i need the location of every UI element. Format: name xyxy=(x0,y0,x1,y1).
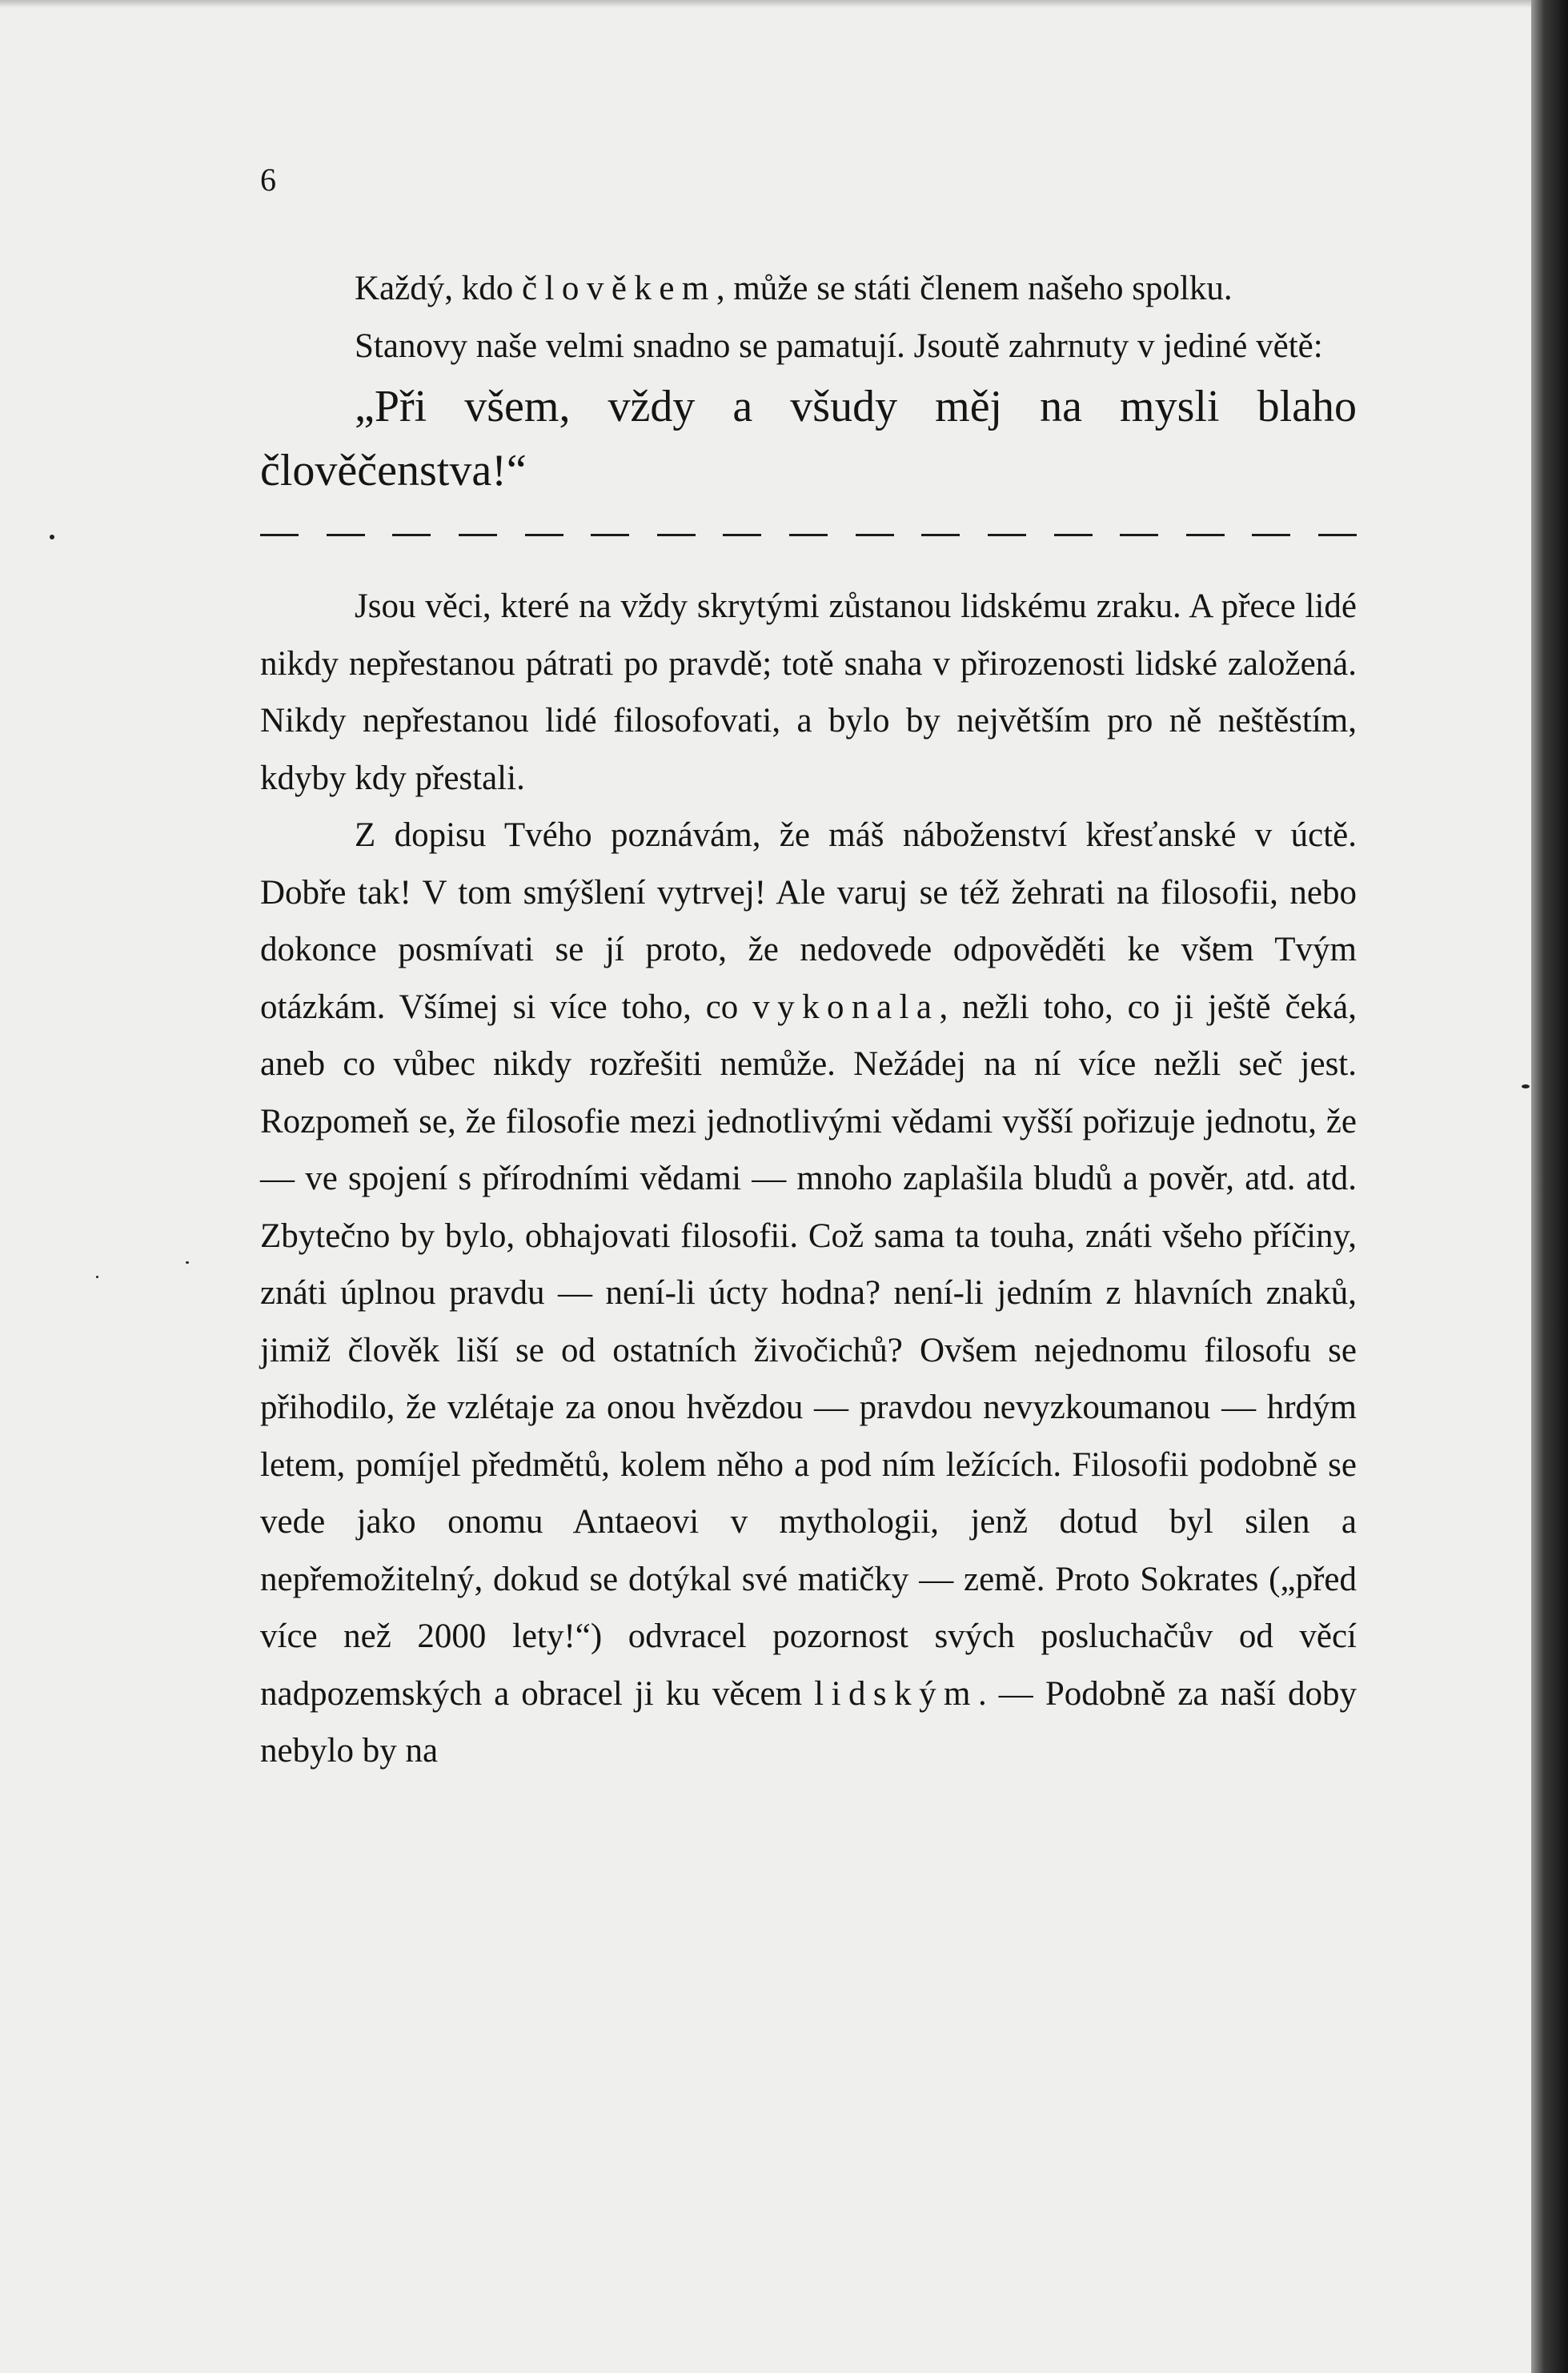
emphasis-spaced-text: člověkem xyxy=(521,270,716,307)
separator-dash xyxy=(260,534,299,536)
text-run: „Při všem, vždy a všudy měj na mysli blaho člověčenstva!“ xyxy=(260,382,1357,495)
separator-dash xyxy=(1318,534,1357,536)
separator-dash xyxy=(591,534,629,536)
scan-top-shadow xyxy=(0,0,1568,8)
separator-dash xyxy=(525,534,563,536)
separator-dash xyxy=(988,534,1026,536)
separator-dash xyxy=(459,534,497,536)
separator-dash xyxy=(1186,534,1225,536)
scan-speck xyxy=(50,535,54,539)
scan-right-shadow xyxy=(1531,0,1568,2373)
separator-dash xyxy=(1120,534,1158,536)
text-run: , nežli toho, co ji ještě čeká, aneb co vůbec nikdy rozřešiti nemůže. Nežádej na ní více nežli seč jest. Rozpomeň se, že filosofie mezi jednotlivými vědami vyšší pořizuje jednotu, že — ve spojení s přírodními vědami — mnoho zaplašila bludů a pověr, atd. atd. Zbytečno by bylo, obhajovati filosofii. Což sama ta touha, znáti všeho příčiny, znáti úplnou pravdu — není-li úcty hodna? není-li jedním z hlavních znaků, jimiž člověk liší se od ostatních živočichů? Ovšem nejednomu filosofu se přihodilo, že vzlétaje za onou hvězdou — pravdou nevyzkoumanou — hrdým letem, pomíjel předmětů, kolem něho a pod ním ležících. Filosofii podobně se vede jako onomu Antaeovi v mythologii, jenž dotud byl silen a nepřemožitelný, dokud se dotýkal své matičky — země. Proto Sokrates („před více než 2000 lety!“) odvracel pozornost svých posluchačův od věcí nadpozemských a obracel ji ku věcem xyxy=(260,988,1357,1713)
section-separator xyxy=(260,514,1357,555)
scan-speck xyxy=(1522,1084,1530,1088)
separator-dash xyxy=(789,534,828,536)
paragraph-hidden-things xyxy=(260,578,1357,807)
page-number: 6 xyxy=(260,162,276,198)
text-run: Z dopisu Tvého poznávám, že máš náboženství křesťanské v úctě. Dobře tak! V tom smýšlení vytrvej! Ale varuj se též žehrati na filosofii, nebo dokonce posmívati se jí proto, že nedovede odpověděti ke všem Tvým otázkám. Všímej si více toho, co xyxy=(260,816,1357,1026)
text-run: Každý, kdo xyxy=(355,270,522,307)
separator-dash xyxy=(856,534,894,536)
page-body xyxy=(260,260,1357,1780)
emphasis-spaced-text: vykonala xyxy=(752,988,940,1026)
scan-speck xyxy=(96,1276,98,1278)
text-run: Stanovy naše velmi snadno se pamatují. Jsoutě zahrnuty v jediné větě: xyxy=(355,327,1323,365)
motto-quote xyxy=(260,375,1357,503)
emphasis-spaced-text: lidským xyxy=(814,1674,978,1713)
scan-speck xyxy=(186,1261,189,1264)
text-run: , může se státi členem našeho spolku. xyxy=(716,270,1233,307)
separator-dash xyxy=(327,534,365,536)
paragraph-philosophy xyxy=(260,807,1357,1780)
text-run: . — Podobně za naší doby nebylo by na xyxy=(260,1674,1357,1770)
paragraph-statutes xyxy=(260,318,1357,375)
separator-dash xyxy=(921,534,960,536)
separator-dash xyxy=(1054,534,1093,536)
paragraph-membership xyxy=(260,260,1357,318)
separator-dash xyxy=(723,534,761,536)
separator-dash xyxy=(392,534,431,536)
separator-dash xyxy=(657,534,696,536)
text-run: Jsou věci, které na vždy skrytými zůstanou lidskému zraku. A přece lidé nikdy nepřestanou pátrati po pravdě; totě snaha v přirozenosti lidské založená. Nikdy nepřestanou lidé filosofovati, a bylo by největším pro ně neštěstím, kdyby kdy přestali. xyxy=(260,587,1357,797)
separator-dash xyxy=(1252,534,1290,536)
